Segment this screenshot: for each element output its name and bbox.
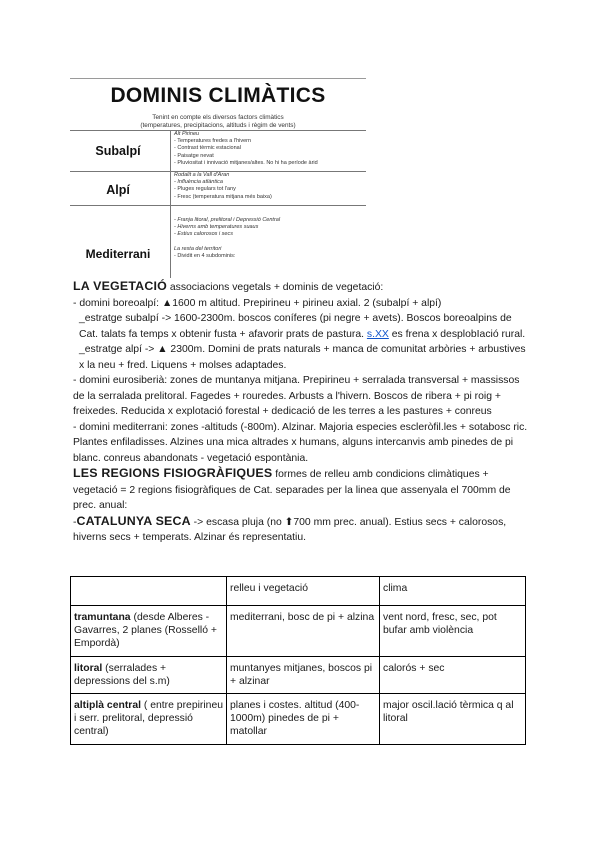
- figure-notes-mediterrani: [174, 217, 364, 260]
- alpine-stratum: _estratge alpí -> ▲ 2300m. Domini de prats naturals + manca de comunitat arbòries + arbustives x la neu + fred. Liquens + molses adaptades.: [79, 344, 526, 371]
- figure-top-rule: [70, 78, 366, 79]
- figure-note: Rodalit a la Vall d'Aran: [174, 172, 230, 178]
- table-row: [71, 606, 526, 657]
- figure-note: - Estius calorosos i secs: [174, 231, 233, 238]
- figure-subtitle-line-2: (temperatures, precipitacions, altituds i règim de vents): [140, 122, 296, 129]
- regions-intro-text: formes de relleu amb condicions climàtiques + vegetació = 2 regions fisiogràfiques de Cat. separades per la linea que assenyala el 700mm de prec. anual:: [73, 469, 511, 511]
- figure-divider: [70, 205, 366, 206]
- figure-note: - Temperatures fredes a l'hivern: [174, 138, 252, 145]
- table-row: [71, 694, 526, 745]
- figure-note: - Hiverns amb temperatures suaus: [174, 224, 259, 231]
- vegetation-cell: muntanyes mitjanes, boscos pi + alzinar: [227, 656, 380, 693]
- climate-cell: major oscil.lació tèrmica q al litoral: [380, 694, 526, 745]
- table-header-row: [71, 577, 526, 606]
- figure-notes-subalpi: [174, 131, 364, 167]
- figure-row-label-mediterrani: Mediterrani: [85, 247, 151, 261]
- region-detail: ( entre prepirineu i serr. prelitoral, depressió central): [74, 700, 224, 738]
- vegetation-intro-text: associacions vegetals + dominis de vegetació:: [166, 282, 384, 293]
- subalpine-text: _estratge subalpí -> 1600-2300m. boscos coníferes (pi negre + avets). Boscos boreoalpins de Cat. talats fa temps x obtenir fusta + afavorir prats de pastura.: [79, 313, 512, 340]
- dry-catalonia-dash: -: [73, 516, 77, 528]
- region-detail: (desde Alberes - Gavarres, 2 planes (Rosselló + Empordà): [74, 612, 217, 650]
- climate-domains-figure: [70, 78, 366, 278]
- figure-note: - Fresc (temperatura mitjana més baixa): [174, 193, 272, 200]
- figure-subtitle-line-1: Tenint en compte els diversos factors climàtics: [152, 114, 284, 121]
- notes-body: [73, 279, 533, 546]
- regions-heading: LES REGIONS FISIOGRÀFIQUES: [73, 466, 273, 480]
- table-header-cell: [71, 577, 227, 606]
- dry-catalonia: [73, 514, 533, 546]
- figure-row-label-alpi: Alpí: [106, 183, 130, 197]
- dry-catalonia-heading: CATALUNYA SECA: [76, 513, 191, 528]
- table-header-cell: clima: [380, 577, 526, 606]
- region-name: litoral: [74, 662, 103, 674]
- figure-note: - Contrast tèrmic estacional: [174, 145, 241, 152]
- subalpine-text-end: es frena x desplobIació rural.: [388, 328, 526, 340]
- table-row: [71, 656, 526, 693]
- eurosiberian-domain: - domini eurosiberià: zones de muntanya mitjana. Prepirineu + serralada transversal + massissos de la serralada prelitoral. Fagedes + rouredes. Arbusts a l'hivern. Boscos de ribera + pi roig + freixedes. Reducida x explotació forestal + dedicació de les terres a les pastures + conreus: [73, 375, 520, 417]
- figure-note: - Influència atlàntica: [174, 179, 223, 186]
- vegetation-cell: mediterrani, bosc de pi + alzina: [227, 606, 380, 657]
- figure-title: DOMINIS CLIMÀTICS: [110, 84, 326, 107]
- figure-note: - Pluviositat i innivació mitjanes/altes. No hi ha període àrid: [174, 159, 318, 166]
- figure-note: - Paisatge nevat: [174, 152, 214, 159]
- figure-row-label-subalpi: Subalpí: [95, 144, 141, 158]
- figure-note: Alt Pirineu: [174, 131, 200, 137]
- figure-note: - Pluges regulars tot l'any: [174, 186, 236, 193]
- region-name: altiplà central: [74, 700, 141, 712]
- climate-cell: vent nord, fresc, sec, pot bufar amb violència: [380, 606, 526, 657]
- figure-note: - Dividit en 4 subdominis:: [174, 253, 236, 260]
- region-detail: (serralades + depressions del s.m): [74, 662, 170, 687]
- regions-table: [70, 576, 526, 745]
- regions-intro: [73, 466, 533, 514]
- region-name: tramuntana: [74, 612, 131, 623]
- vegetation-heading: LA VEGETACIÓ: [73, 279, 167, 293]
- figure-note: La resta del territori: [174, 245, 222, 252]
- region-cell: [71, 656, 227, 693]
- figure-notes-alpi: [174, 172, 364, 201]
- figure-note: [174, 239, 364, 246]
- vegetation-cell: planes i costes. altitud (400-1000m) pinedes de pi + matollar: [227, 694, 380, 745]
- climate-cell: calorós + sec: [380, 656, 526, 693]
- boreoalpine-domain: - domini boreoalpí: ▲1600 m altitud. Prepirineu + pirineu axial. 2 (subalpí + alpí): [73, 297, 442, 309]
- table-header-cell: relleu i vegetació: [227, 577, 380, 606]
- vegetation-intro: [73, 279, 533, 296]
- dry-catalonia-text: -> escasa pluja (no ⬆700 mm prec. anual). Estius secs + calorosos, hiverns secs + temperats. Alzinar és representatiu.: [73, 516, 507, 543]
- century-link[interactable]: s.XX: [366, 328, 389, 340]
- mediterranean-domain: - domini mediterrani: zones -altituds (-800m). Alzinar. Majoria especies escleròfil.les + sotabosc ric. Plantes enfiladisses. Alzines una mica altrades x humans, alguns intercanvis amb pinedes de pi blanc. conreus abandonats - vegetació espontània.: [73, 421, 528, 464]
- figure-column-divider: [170, 130, 171, 278]
- subalpine-stratum: [73, 311, 533, 342]
- figure-note: - Franja litoral, prelitoral i Depressió Central: [174, 217, 281, 223]
- region-cell: [71, 606, 227, 657]
- region-cell: [71, 694, 227, 745]
